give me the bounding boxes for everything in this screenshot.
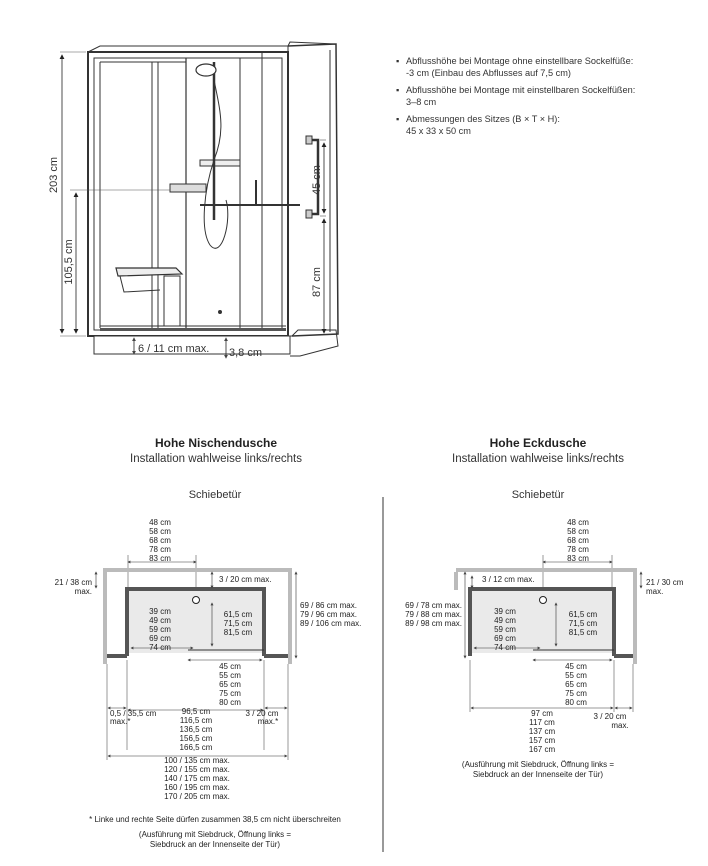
left-side-dim: 0,5 / 35,5 cm	[110, 709, 157, 718]
right-side-dim: 3 / 20 cm	[245, 709, 279, 718]
plan-subtitle: Installation wahlweise links/rechts	[452, 453, 624, 465]
note-line: -3 cm (Einbau des Abflusses auf 7,5 cm)	[406, 67, 571, 78]
cabin-elevation	[88, 42, 338, 356]
dim-value: 83 cm	[567, 554, 589, 563]
door-opening-dim: 65 cm	[565, 680, 587, 689]
left-wall-dim-max: max.	[74, 587, 92, 596]
drain-x-dim: 59 cm	[494, 625, 516, 634]
plan-subtitle: Installation wahlweise links/rechts	[130, 453, 302, 465]
plan-title: Hohe Eckdusche	[489, 436, 587, 450]
note-line: Abflusshöhe bei Montage ohne einstellbare Sockelfüße:	[406, 56, 634, 66]
drain-y-dim: 61,5 cm	[223, 610, 253, 619]
inner-width-dim: 167 cm	[528, 745, 556, 754]
remark-line: (Ausführung mit Siebdruck, Öffnung links =	[138, 830, 292, 839]
overall-width-dim: 100 / 135 cm max.	[164, 756, 230, 765]
door-opening-dim: 80 cm	[565, 698, 587, 707]
right-wall-dim-max: max.	[646, 587, 664, 596]
height-total-label: 203 cm	[48, 156, 60, 194]
dim-value: 58 cm	[567, 527, 589, 536]
plan-corner-shower	[405, 436, 684, 779]
top-dims	[567, 518, 589, 563]
drain-y-dim: 71,5 cm	[223, 619, 253, 628]
left-side-dim-max: max.*	[110, 717, 131, 726]
overall-width-dim: 160 / 195 cm max.	[164, 783, 230, 792]
overall-width-dim: 120 / 155 cm max.	[164, 765, 230, 774]
drain-x-dim: 59 cm	[149, 625, 171, 634]
inner-width-dim: 117 cm	[529, 718, 555, 727]
bullet-icon: ▪	[396, 114, 400, 124]
base-feet-label: 6 / 11 cm max.	[138, 343, 210, 355]
door-opening-dim: 45 cm	[565, 662, 587, 671]
drain-x-dim: 49 cm	[149, 616, 171, 625]
left-depth-dim: 89 / 98 cm max.	[405, 619, 462, 628]
door-opening-dim: 65 cm	[219, 680, 241, 689]
remark-line: (Ausführung mit Siebdruck, Öffnung links =	[461, 760, 615, 769]
dim-value: 58 cm	[149, 527, 171, 536]
inner-width-dim: 97 cm	[531, 709, 553, 718]
bullet-icon: ▪	[396, 85, 400, 95]
back-gap-dim: 3 / 20 cm max.	[219, 575, 272, 584]
door-label: Schiebetür	[511, 489, 565, 501]
right-depth-dim: 69 / 86 cm max.	[300, 601, 357, 610]
drain-y-dim: 81,5 cm	[223, 628, 253, 637]
footnote: * Linke und rechte Seite dürfen zusammen 38,5 cm nicht überschreiten	[89, 815, 341, 824]
dim-value: 68 cm	[567, 536, 589, 545]
height-mixer-label: 105,5 cm	[63, 239, 75, 285]
drain-x-dim: 49 cm	[494, 616, 516, 625]
drain-x-dim: 39 cm	[494, 607, 516, 616]
dim-value: 78 cm	[149, 545, 171, 554]
drain-x-dim: 69 cm	[149, 634, 171, 643]
note-line: Abmessungen des Sitzes (B × T × H):	[406, 114, 560, 124]
door-opening-dim: 75 cm	[565, 689, 587, 698]
door-label: Schiebetür	[188, 489, 242, 501]
dim-value: 83 cm	[149, 554, 171, 563]
door-opening-dim: 45 cm	[219, 662, 241, 671]
overall-width-dim: 170 / 205 cm max.	[164, 792, 230, 801]
drain-x-dim: 69 cm	[494, 634, 516, 643]
bullet-icon: ▪	[396, 56, 400, 66]
drain-x-dim: 39 cm	[149, 607, 171, 616]
right-depth-dim: 79 / 96 cm max.	[300, 610, 357, 619]
door-opening-dim: 75 cm	[219, 689, 241, 698]
inner-width-dim: 96,5 cm	[181, 707, 211, 716]
drain-y-dim: 61,5 cm	[568, 610, 598, 619]
inner-width-dim: 116,5 cm	[179, 716, 213, 725]
top-dims	[149, 518, 171, 563]
inner-width-dim: 136,5 cm	[179, 725, 213, 734]
dim-value: 68 cm	[149, 536, 171, 545]
back-gap-dim: 3 / 12 cm max.	[482, 575, 535, 584]
door-opening-dim: 80 cm	[219, 698, 241, 707]
dim-value: 48 cm	[567, 518, 589, 527]
plan-title: Hohe Nischendusche	[154, 436, 278, 450]
left-wall-dim: 21 / 38 cm	[54, 578, 92, 587]
remark-line: Siebdruck an der Innenseite der Tür)	[472, 770, 604, 779]
inner-width-dim: 157 cm	[528, 736, 556, 745]
left-depth-dim: 69 / 78 cm max.	[405, 601, 462, 610]
door-opening-dim: 55 cm	[219, 671, 241, 680]
drain-height-label: 3,8 cm	[229, 347, 263, 359]
note-line: 45 x 33 x 50 cm	[406, 125, 471, 136]
drain-x-dim: 74 cm	[494, 643, 516, 652]
inner-width-dim: 137 cm	[528, 727, 556, 736]
overall-width-dim: 140 / 175 cm max.	[164, 774, 230, 783]
right-depth-dim: 89 / 106 cm max.	[300, 619, 362, 628]
inner-width-dim: 166,5 cm	[179, 743, 213, 752]
dim-value: 48 cm	[149, 518, 171, 527]
right-wall-dim: 21 / 30 cm	[646, 578, 684, 587]
door-opening-dim: 55 cm	[565, 671, 587, 680]
height-grab-bottom-label: 87 cm	[311, 267, 323, 297]
plan-niche-shower	[55, 436, 362, 849]
right-side-dim-max: max.*	[257, 717, 279, 726]
dim-value: 78 cm	[567, 545, 589, 554]
note-line: Abflusshöhe bei Montage mit einstellbaren Sockelfüßen:	[406, 85, 636, 95]
drain-y-dim: 81,5 cm	[568, 628, 598, 637]
drain-x-dim: 74 cm	[149, 643, 171, 652]
right-side-dim: 3 / 20 cm	[593, 712, 627, 721]
inner-width-dim: 156,5 cm	[179, 734, 213, 743]
right-side-dim-max: max.	[611, 721, 629, 730]
height-grab-label: 45 cm	[311, 165, 323, 195]
note-line: 3–8 cm	[406, 96, 437, 107]
remark-line: Siebdruck an der Innenseite der Tür)	[149, 840, 281, 849]
drain-y-dim: 71,5 cm	[568, 619, 598, 628]
left-depth-dim: 79 / 88 cm max.	[405, 610, 462, 619]
